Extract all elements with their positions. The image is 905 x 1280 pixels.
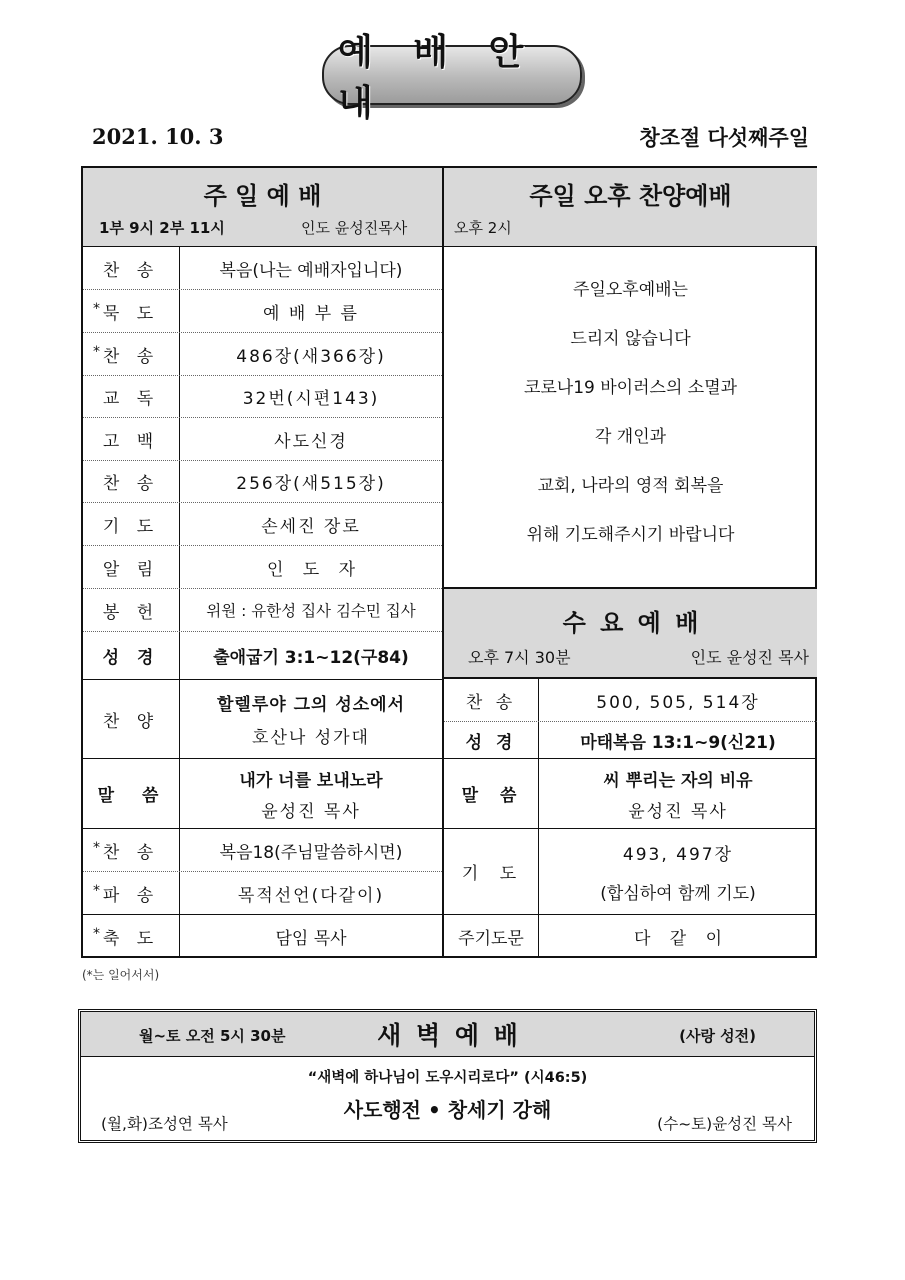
item-text: 복음(나는 예배자입니다) xyxy=(219,260,403,281)
notice-line: 교회, 나라의 영적 회복을 xyxy=(537,476,724,496)
sunday-header xyxy=(83,168,442,247)
sunday-title: 주 일 예 배 xyxy=(203,182,322,210)
afternoon-title: 주일 오후 찬양예배 xyxy=(529,182,732,210)
item-label: 묵 도 xyxy=(102,303,160,324)
wed-item-value xyxy=(539,915,817,958)
item-value xyxy=(180,290,442,332)
wed-item-label: 주기도문 xyxy=(458,929,524,949)
standing-mark: * xyxy=(93,840,100,856)
wed-item-label: 기 도 xyxy=(461,864,521,884)
item-text: 위원 : 유한성 집사 김수민 집사 xyxy=(206,602,416,620)
dawn-schedule: 월~토 오전 5시 30분 xyxy=(139,1027,286,1045)
item-value xyxy=(180,680,442,758)
dawn-left-leader: (월,화)조성연 목사 xyxy=(101,1115,228,1133)
afternoon-header xyxy=(444,168,817,247)
item-text-secondary: 윤성진 목사 xyxy=(261,801,361,822)
standing-mark: * xyxy=(93,883,100,899)
dawn-worship-box xyxy=(78,1009,817,1143)
item-text: 인 도 자 xyxy=(266,559,356,580)
item-text: 256장(새515장) xyxy=(236,474,386,494)
item-text: 할렐루야 그의 성소에서 xyxy=(216,695,406,715)
dawn-place: (사랑 성전) xyxy=(679,1027,756,1045)
wednesday-leader: 인도 윤성진 목사 xyxy=(690,648,809,667)
wed-item-label: 찬 송 xyxy=(465,693,517,713)
dawn-verse: “새벽에 하나님이 도우시리로다” (시46:5) xyxy=(307,1070,588,1086)
sunday-times: 1부 9시 2부 11시 xyxy=(99,219,225,237)
item-text: 486장(새366장) xyxy=(236,346,386,367)
standing-mark: * xyxy=(93,301,100,317)
item-value xyxy=(180,503,442,545)
item-label: 찬 송 xyxy=(102,474,160,494)
item-label: 교 독 xyxy=(102,389,160,409)
item-text: 사도신경 xyxy=(274,431,348,452)
wed-item-label: 말 씀 xyxy=(461,786,521,806)
notice-line: 주일오후예배는 xyxy=(573,280,688,300)
dawn-right-leader: (수~토)윤성진 목사 xyxy=(657,1115,792,1133)
item-value xyxy=(180,829,442,871)
item-text: 손세진 장로 xyxy=(261,516,361,537)
item-value xyxy=(180,589,442,631)
item-value xyxy=(180,376,442,417)
item-text-secondary: (합심하여 함께 기도) xyxy=(600,883,756,904)
item-value xyxy=(180,461,442,502)
item-value xyxy=(180,759,442,828)
item-value xyxy=(180,872,442,914)
item-text: 예 배 부 름 xyxy=(263,303,359,324)
item-text: 다 같 이 xyxy=(633,929,723,949)
notice-line: 각 개인과 xyxy=(594,427,667,447)
page-title: 예 배 안 내 xyxy=(322,45,582,105)
item-text: 32번(시편143) xyxy=(242,389,380,409)
afternoon-notice xyxy=(444,266,817,560)
sunday-leader: 인도 윤성진목사 xyxy=(301,219,408,237)
item-value xyxy=(180,333,442,375)
notice-line: 코로나19 바이러스의 소멸과 xyxy=(523,378,738,398)
item-text: 493, 497장 xyxy=(622,844,734,865)
dawn-title: 새 벽 예 배 xyxy=(377,1021,518,1050)
notice-line: 위해 기도해주시기 바랍니다 xyxy=(526,525,735,545)
item-text: 500, 505, 514장 xyxy=(596,693,760,713)
item-label: 찬 양 xyxy=(102,711,160,732)
wed-item-value xyxy=(539,722,817,758)
wed-item-value xyxy=(539,680,817,721)
standing-mark: * xyxy=(93,344,100,360)
wed-item-value xyxy=(539,759,817,828)
wed-item-value xyxy=(539,829,817,914)
item-label: 파 송 xyxy=(102,885,160,906)
item-text-secondary: 호산나 성가대 xyxy=(252,728,370,748)
wednesday-header xyxy=(444,587,817,679)
item-text: 목적선언(다같이) xyxy=(237,885,385,906)
item-label: 성 경 xyxy=(102,648,160,668)
item-text: 복음18(주님말씀하시면) xyxy=(219,842,403,863)
item-label: 고 백 xyxy=(102,431,160,452)
item-label: 기 도 xyxy=(102,516,160,537)
item-text: 출애굽기 3:1~12(구84) xyxy=(213,648,409,668)
service-date: 2021. 10. 3 xyxy=(92,124,224,149)
standing-mark: * xyxy=(93,926,100,942)
worship-table xyxy=(81,166,817,958)
afternoon-time: 오후 2시 xyxy=(454,219,512,237)
notice-line: 드리지 않습니다 xyxy=(570,329,691,349)
item-text-secondary: 윤성진 목사 xyxy=(628,801,728,822)
item-value xyxy=(180,247,442,289)
item-label: 축 도 xyxy=(102,929,160,949)
item-value xyxy=(180,546,442,588)
dawn-subject: 사도행전 • 창세기 강해 xyxy=(343,1098,552,1122)
church-season: 창조절 다섯째주일 xyxy=(639,126,809,150)
dawn-header xyxy=(81,1012,814,1057)
item-value xyxy=(180,915,442,958)
item-label: 찬 송 xyxy=(102,346,160,367)
item-label: 말 씀 xyxy=(97,786,165,806)
item-text: 담임 목사 xyxy=(275,929,347,949)
item-text: 마태복음 13:1~9(신21) xyxy=(580,732,776,753)
wednesday-time: 오후 7시 30분 xyxy=(468,648,571,667)
item-value xyxy=(180,632,442,679)
wed-item-label: 성 경 xyxy=(465,732,517,753)
item-text: 씨 뿌리는 자의 비유 xyxy=(603,770,753,791)
item-label: 봉 헌 xyxy=(102,602,160,623)
standing-footnote: (*는 일어서서) xyxy=(82,968,160,982)
item-label: 찬 송 xyxy=(102,842,160,863)
item-label: 찬 송 xyxy=(102,260,160,281)
item-text: 내가 너를 보내노라 xyxy=(239,770,383,791)
wednesday-title: 수 요 예 배 xyxy=(562,609,699,637)
item-value xyxy=(180,418,442,460)
item-label: 알 림 xyxy=(102,559,160,580)
